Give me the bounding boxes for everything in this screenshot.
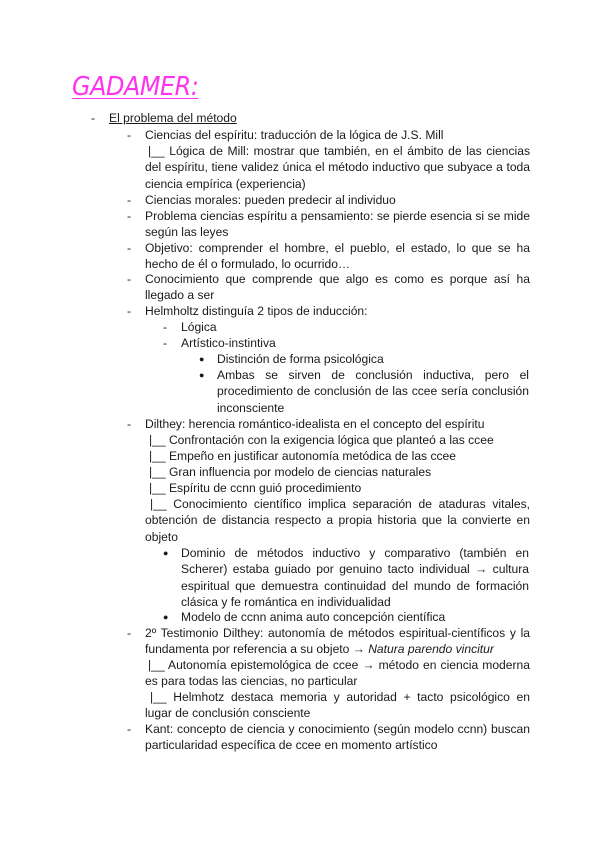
section-heading: El problema del método (109, 111, 237, 125)
list-marker: - (127, 193, 132, 207)
list-item: Objetivo: comprender el hombre, el pueblo, el estado, lo que se ha hecho de él o formulado, lo ocurrido… (145, 241, 530, 272)
list-item-text: 2º Testimonio Dilthey: autonomía de métodos espiritual-científicos y la fundamenta por referencia a su objeto → (145, 626, 530, 657)
page-title: GADAMER: (72, 72, 199, 102)
sub-note: |__ Autonomía epistemológica de ccee → método en ciencia moderna es para todas las ciencias, no particular (145, 658, 530, 689)
bullet-icon: ● (199, 354, 205, 364)
list-marker: - (127, 241, 132, 255)
list-item: Conocimiento que comprende que algo es como es porque así ha llegado a ser (145, 272, 530, 303)
sub-note: |__ Lógica de Mill: mostrar que también, en el ámbito de las ciencias del espíritu, tiene validez única el método inductivo que subyace a toda ciencia empírica (experiencia) (145, 144, 530, 191)
sub-note: |__ Helmhotz destaca memoria y autoridad + tacto psicológico en lugar de conclusión consciente (145, 690, 530, 721)
list-marker: - (91, 111, 96, 125)
list-marker: - (163, 336, 168, 350)
list-item: Ciencias morales: pueden predecir al individuo (145, 193, 396, 207)
bullet-icon: ● (163, 548, 169, 558)
bullet-icon: ● (199, 370, 205, 380)
list-item: Distinción de forma psicológica (217, 352, 384, 366)
list-marker: - (127, 128, 132, 142)
list-item: Dominio de métodos inductivo y comparativo (también en Scherer) estaba guiado por genuino tacto individual → cultura espiritual que demuestra continuidad del mundo de formación clásica y fe romántica en individualidad (181, 546, 529, 610)
list-marker: - (127, 272, 132, 286)
list-marker: - (163, 320, 168, 334)
list-item (145, 625, 530, 658)
list-item: Problema ciencias espíritu a pensamiento: se pierde esencia si se mide según las leyes (145, 209, 530, 240)
sub-note: |__ Confrontación con la exigencia lógica que planteó a las ccee (149, 433, 494, 447)
latin-phrase: Natura parendo vincitur (368, 642, 494, 657)
list-marker: - (127, 304, 132, 318)
list-item: Ciencias del espíritu: traducción de la lógica de J.S. Mill (145, 128, 444, 142)
list-item: Artístico-instintiva (181, 336, 276, 350)
list-marker: - (127, 722, 132, 736)
bullet-icon: ● (163, 612, 169, 622)
list-item: Modelo de ccnn anima auto concepción científica (181, 610, 446, 624)
list-item: Kant: concepto de ciencia y conocimiento (según modelo ccnn) buscan particularidad específica de ccee en momento artístico (145, 722, 530, 753)
list-marker: - (127, 417, 132, 431)
list-item: Ambas se sirven de conclusión inductiva, pero el procedimiento de conclusión de las ccee sería conclusión inconsciente (217, 368, 529, 415)
list-item: Dilthey: herencia romántico-idealista en el concepto del espíritu (145, 417, 485, 431)
sub-note: |__ Conocimiento científico implica separación de ataduras vitales, obtención de distancia respecto a propia historia que la convierte en objeto (145, 497, 530, 544)
list-item: Helmholtz distinguía 2 tipos de inducción: (145, 304, 368, 318)
sub-note: |__ Gran influencia por modelo de ciencias naturales (149, 465, 432, 479)
sub-note: |__ Espíritu de ccnn guió procedimiento (149, 481, 362, 495)
sub-note: |__ Empeño en justificar autonomía metódica de las ccee (149, 449, 457, 463)
list-marker: - (127, 209, 132, 223)
list-marker: - (127, 626, 132, 640)
list-item: Lógica (181, 320, 217, 334)
